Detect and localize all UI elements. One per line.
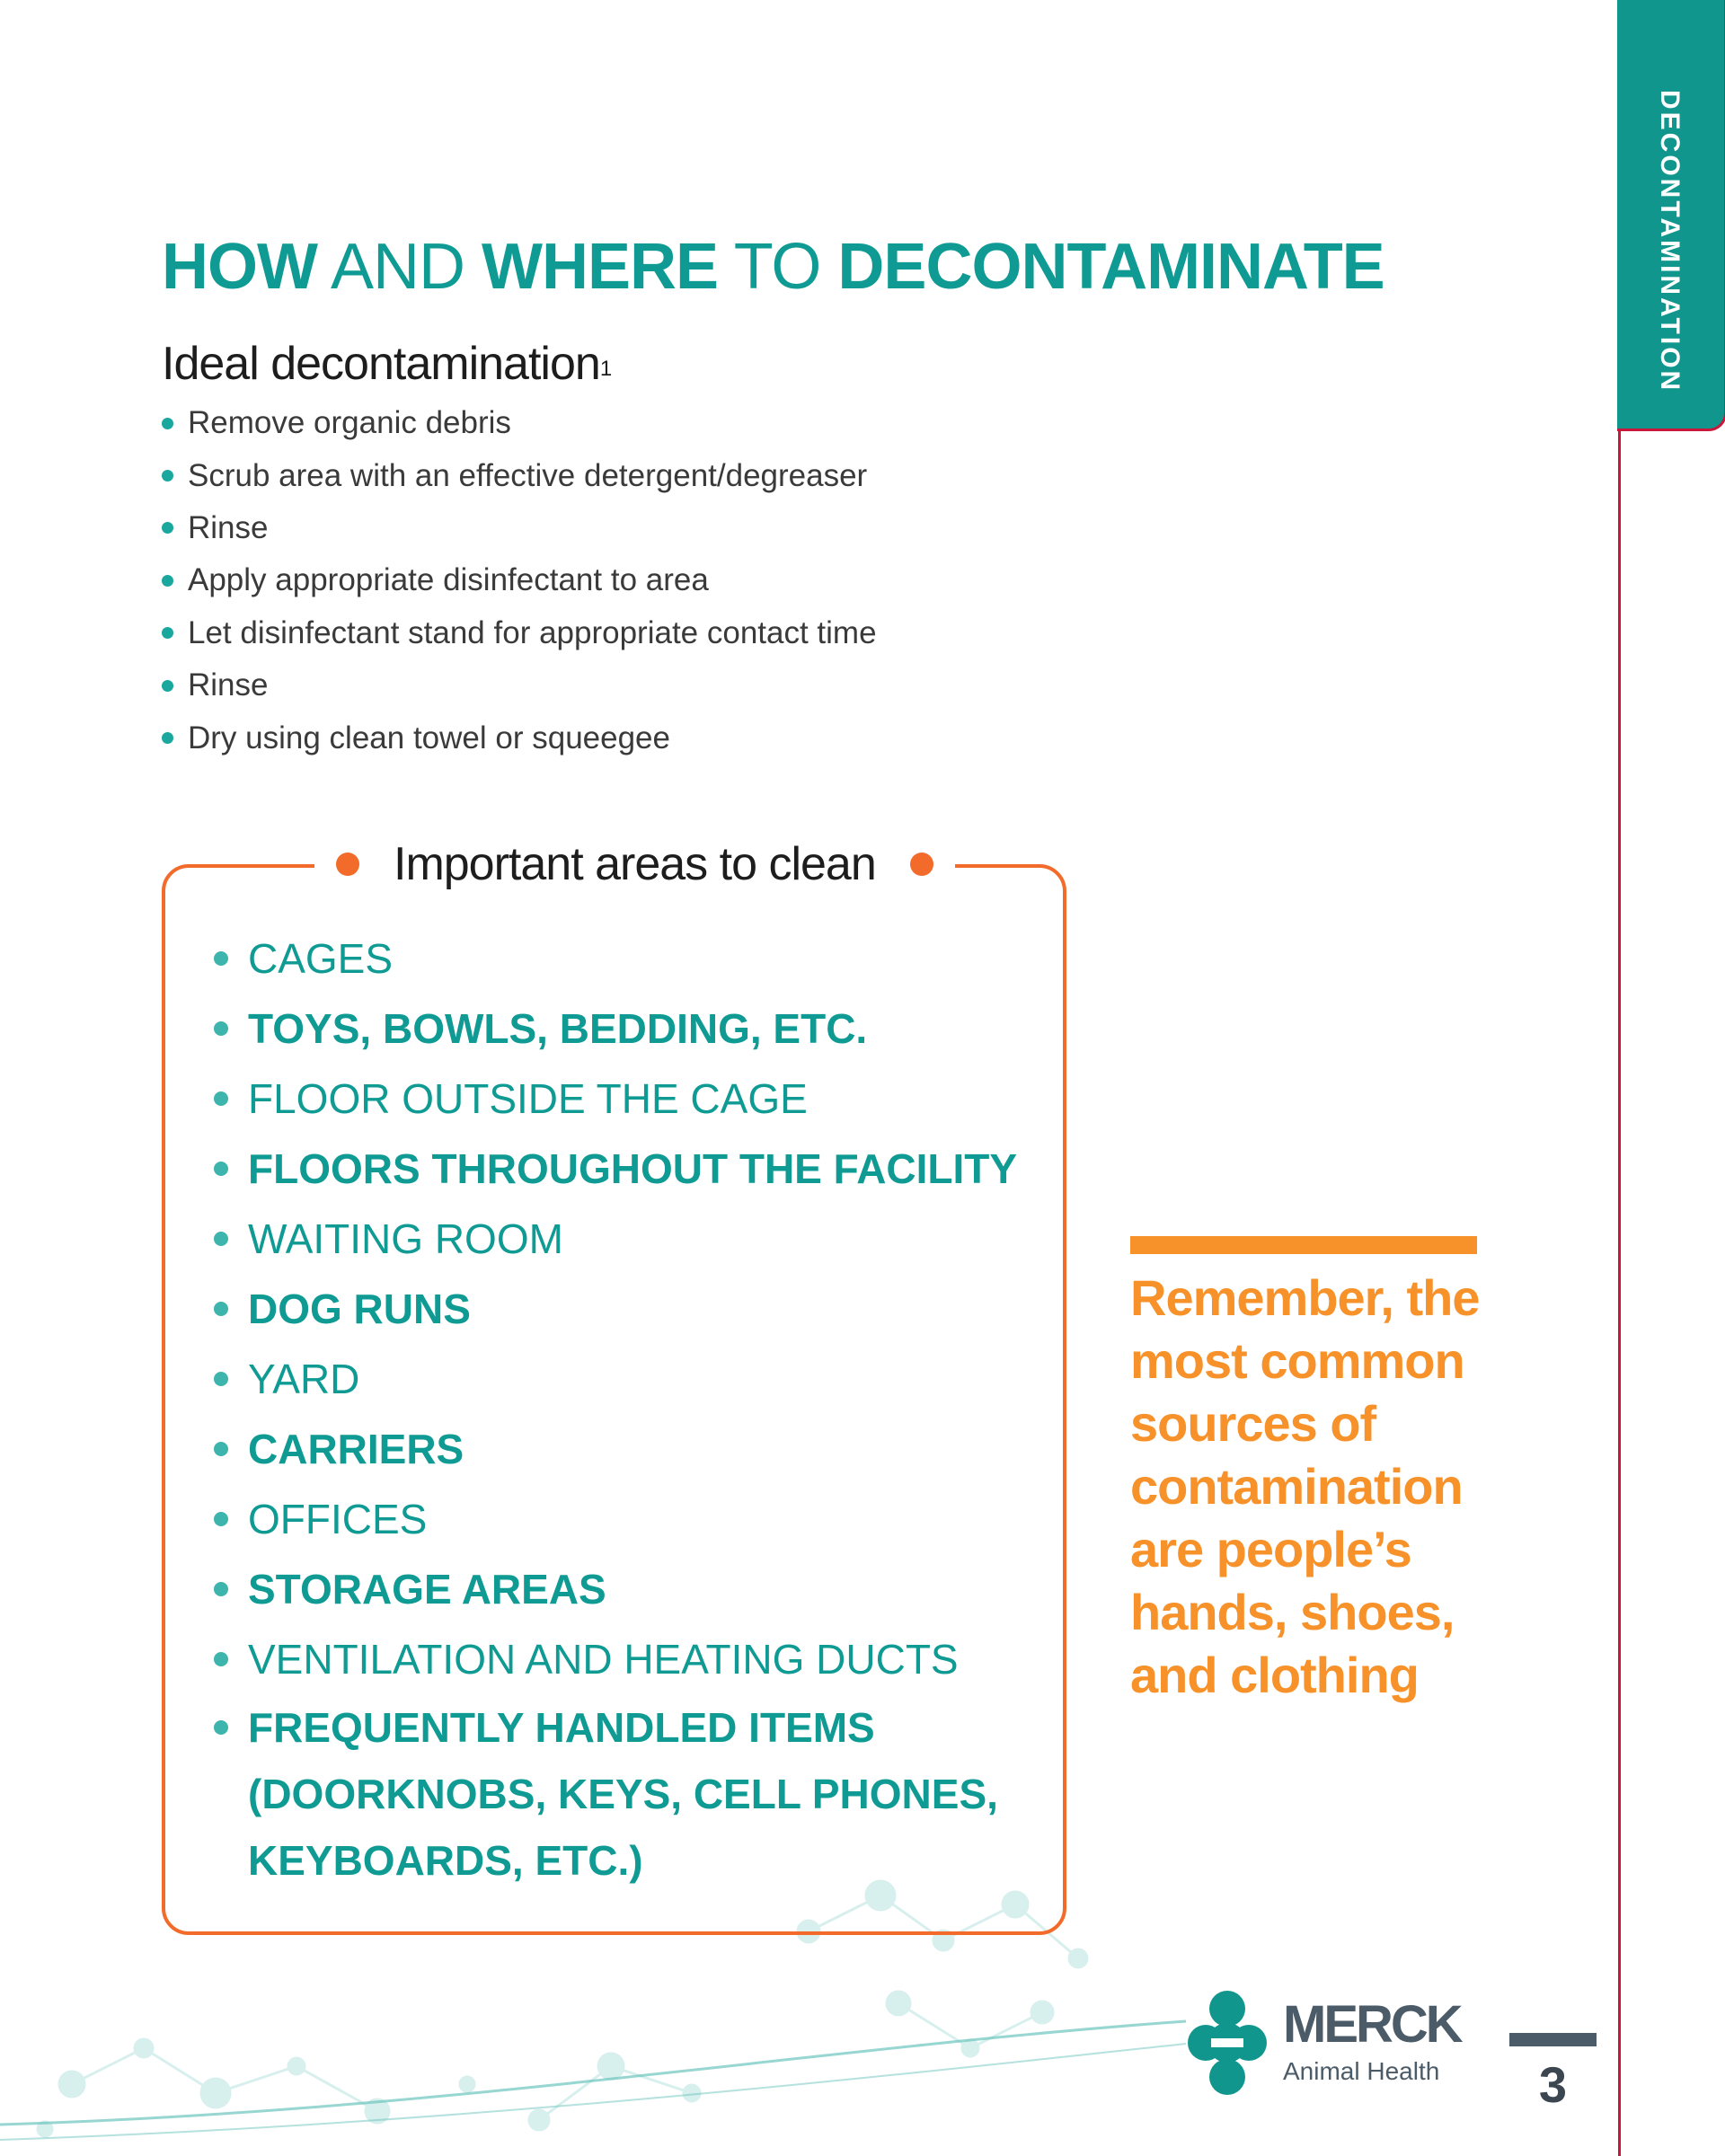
step-item xyxy=(162,711,877,764)
bullet-icon xyxy=(162,575,173,587)
area-text: FLOORS THROUGHOUT THE FACILITY xyxy=(248,1145,1018,1192)
step-item xyxy=(162,659,877,711)
title-to: TO xyxy=(718,231,838,303)
bullet-icon xyxy=(214,1302,228,1316)
bullet-icon xyxy=(214,1512,228,1526)
area-item xyxy=(214,1694,1022,1894)
page-title xyxy=(162,226,1384,307)
area-item xyxy=(214,923,1022,994)
callout-text: Remember, the most common sources of contamination are people’s hands, shoes, and clothing xyxy=(1130,1269,1480,1703)
area-item xyxy=(214,1134,1022,1204)
bullet-icon xyxy=(162,522,173,534)
area-text: VENTILATION AND HEATING DUCTS xyxy=(248,1636,959,1683)
area-text: TOYS, BOWLS, BEDDING, ETC. xyxy=(248,1005,868,1052)
title-how: HOW xyxy=(162,231,317,303)
area-text: YARD xyxy=(248,1356,360,1402)
bullet-icon xyxy=(214,1372,228,1386)
title-and: AND xyxy=(316,231,482,303)
bullet-icon xyxy=(214,1652,228,1666)
step-text: Apply appropriate disinfectant to area xyxy=(188,562,709,598)
bullet-icon xyxy=(162,680,173,692)
bullet-icon xyxy=(214,1232,228,1246)
orange-dot-icon xyxy=(336,853,359,876)
areas-box-title: Important areas to clean xyxy=(394,838,876,890)
ideal-steps-list xyxy=(162,397,877,764)
orange-dot-icon xyxy=(910,853,933,876)
ideal-heading xyxy=(162,332,611,395)
area-item xyxy=(214,1554,1022,1624)
area-item xyxy=(214,1414,1022,1484)
areas-list xyxy=(214,923,1022,1894)
area-item xyxy=(214,1484,1022,1554)
area-item xyxy=(214,1064,1022,1134)
bullet-icon xyxy=(214,951,228,966)
bullet-icon xyxy=(162,418,173,429)
bullet-icon xyxy=(214,1582,228,1596)
area-item xyxy=(214,1344,1022,1414)
bullet-icon xyxy=(214,1162,228,1176)
area-item xyxy=(214,994,1022,1064)
area-text: CARRIERS xyxy=(248,1426,464,1472)
step-item xyxy=(162,449,877,501)
step-item xyxy=(162,397,877,449)
area-text: OFFICES xyxy=(248,1496,428,1542)
area-text: FLOOR OUTSIDE THE CAGE xyxy=(248,1075,808,1122)
title-where: WHERE xyxy=(482,231,719,303)
logo-wordmark: MERCK xyxy=(1283,1995,1461,2054)
step-text: Remove organic debris xyxy=(188,405,511,441)
areas-box-header xyxy=(314,835,955,893)
title-decontaminate: DECONTAMINATE xyxy=(837,231,1384,303)
bullet-icon xyxy=(214,1442,228,1456)
area-text: STORAGE AREAS xyxy=(248,1566,606,1613)
area-text: WAITING ROOM xyxy=(248,1215,563,1262)
step-text: Let disinfectant stand for appropriate contact time xyxy=(188,614,877,650)
bullet-icon xyxy=(162,627,173,639)
callout-rule xyxy=(1130,1236,1477,1254)
area-text: CAGES xyxy=(248,935,394,982)
bullet-icon xyxy=(162,732,173,744)
ideal-heading-text: Ideal decontamination xyxy=(162,338,600,390)
area-item xyxy=(214,1274,1022,1344)
logo-subtitle: Animal Health xyxy=(1283,2057,1440,2085)
area-item xyxy=(214,1624,1022,1694)
bullet-icon xyxy=(214,1720,228,1735)
step-text: Rinse xyxy=(188,667,269,703)
page-number-rule xyxy=(1509,2033,1597,2046)
area-text: FREQUENTLY HANDLED ITEMS (DOORKNOBS, KEYS, CELL PHONES, KEYBOARDS, ETC.) xyxy=(248,1704,998,1884)
step-item xyxy=(162,607,877,659)
bullet-icon xyxy=(162,470,173,482)
step-text: Dry using clean towel or squeegee xyxy=(188,720,670,755)
step-item xyxy=(162,554,877,606)
step-text: Scrub area with an effective detergent/degreaser xyxy=(188,457,868,493)
area-text: DOG RUNS xyxy=(248,1286,471,1332)
page-number: 3 xyxy=(1538,2056,1568,2113)
bullet-icon xyxy=(214,1021,228,1036)
area-item xyxy=(214,1204,1022,1274)
section-tab-label: DECONTAMINATION xyxy=(1655,90,1685,393)
step-text: Rinse xyxy=(188,509,269,545)
step-item xyxy=(162,502,877,554)
bullet-icon xyxy=(214,1091,228,1106)
footnote-marker: 1 xyxy=(599,357,612,381)
